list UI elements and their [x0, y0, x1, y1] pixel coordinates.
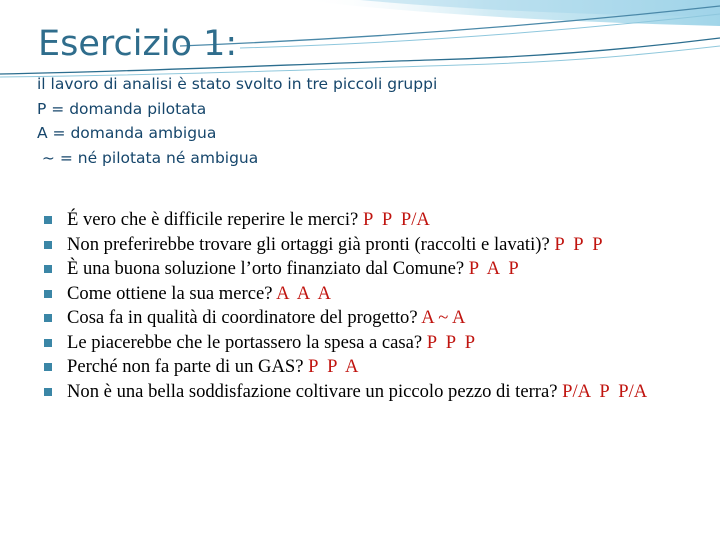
question-text: Come ottiene la sua merce?: [67, 282, 277, 304]
list-item: [44, 331, 704, 356]
question-text: É vero che è difficile reperire le merci?: [67, 209, 363, 230]
square-bullet-icon: [44, 339, 52, 347]
list-item: [44, 282, 704, 307]
answer-codes: P/A P P/A: [562, 380, 648, 402]
square-bullet-icon: [44, 216, 52, 224]
list-item: [44, 233, 704, 258]
square-bullet-icon: [44, 265, 52, 273]
answer-codes: P P P: [554, 233, 603, 255]
square-bullet-icon: [44, 290, 52, 298]
question-list: [44, 208, 704, 404]
answer-codes: P P P: [426, 331, 476, 353]
intro-line: P = domanda pilotata: [37, 99, 207, 118]
answer-codes: A ~ A: [421, 307, 466, 328]
list-item: [44, 208, 704, 233]
question-text: Cosa fa in qualità di coordinatore del progetto?: [67, 307, 422, 328]
answer-codes: P A P: [468, 258, 519, 279]
question-text: Non è una bella soddisfazione coltivare un piccolo pezzo di terra?: [67, 380, 563, 402]
list-item: [44, 306, 704, 331]
list-item: [44, 380, 704, 405]
square-bullet-icon: [44, 363, 52, 371]
intro-line: ~ = né pilotata né ambigua: [37, 148, 259, 167]
answer-codes: P P P/A: [362, 209, 430, 230]
intro-line: A = domanda ambigua: [37, 124, 217, 142]
answer-codes: P P A: [308, 356, 359, 377]
list-item: [44, 257, 704, 282]
intro-block: [37, 72, 697, 170]
question-text: È una buona soluzione l’orto finanziato dal Comune?: [67, 258, 469, 279]
question-text: Perché non fa parte di un GAS?: [67, 356, 309, 377]
square-bullet-icon: [44, 388, 52, 396]
slide-title: Esercizio 1:: [38, 24, 238, 64]
answer-codes: A A A: [276, 282, 331, 304]
square-bullet-icon: [44, 314, 52, 322]
question-text: Non preferirebbe trovare gli ortaggi già pronti (raccolti e lavati)?: [67, 233, 555, 255]
intro-line: il lavoro di analisi è stato svolto in tre piccoli gruppi: [37, 75, 438, 93]
question-text: Le piacerebbe che le portassero la spesa a casa?: [67, 331, 427, 353]
square-bullet-icon: [44, 241, 52, 249]
list-item: [44, 355, 704, 380]
